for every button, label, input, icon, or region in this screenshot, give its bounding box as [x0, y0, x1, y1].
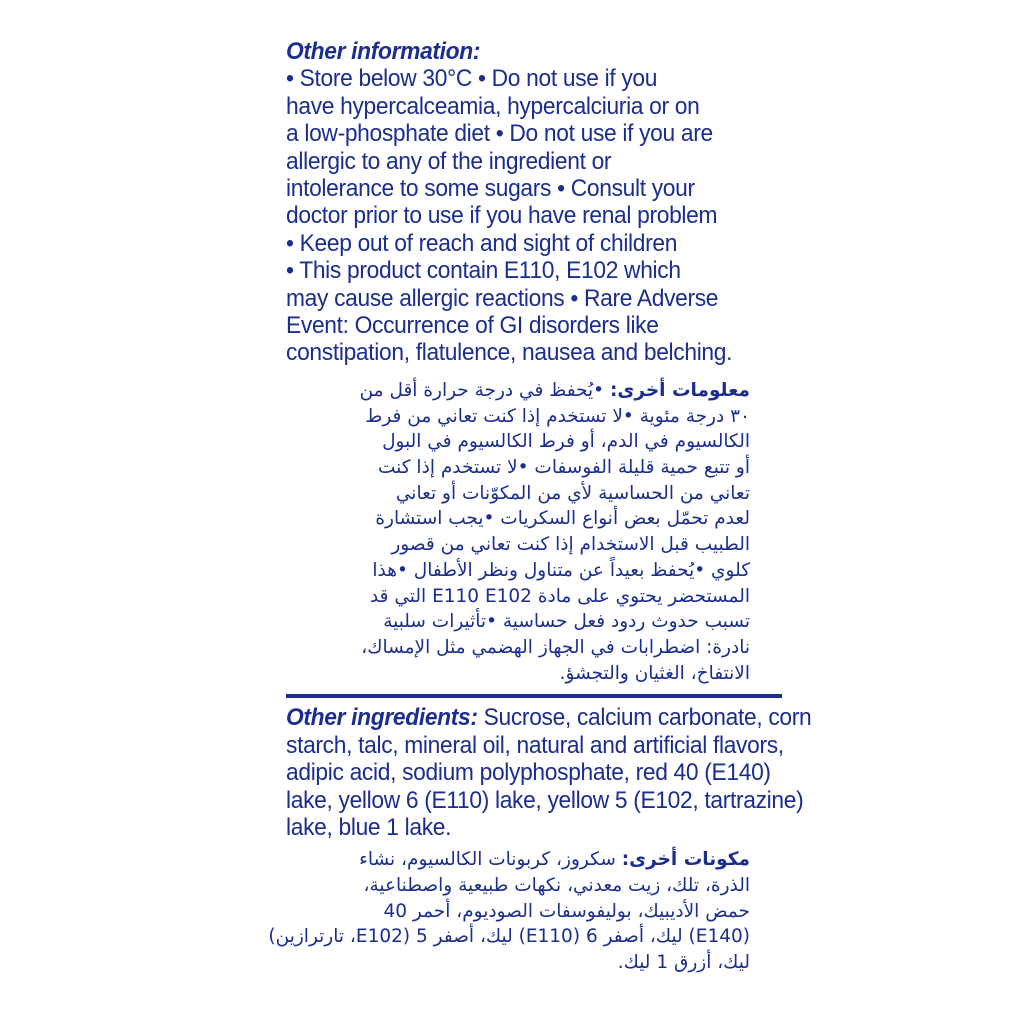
other-ingredients-ar-first-line [286, 847, 750, 873]
other-ingredients-ar [268, 847, 750, 976]
other-information-line: may cause allergic reactions • Rare Adverse [286, 284, 719, 312]
other-information-ar-line: نادرة: اضطرابات في الجهاز الهضمي مثل الإمساك، [361, 636, 750, 658]
other-information-en [286, 38, 756, 367]
other-information-line: doctor prior to use if you have renal problem [286, 202, 718, 230]
other-ingredients-ar-heading: مكونات أخرى: [621, 849, 750, 871]
other-information-ar-line: أو تتبع حمية قليلة الفوسفات •لا تستخدم إذا كنت [378, 456, 750, 478]
other-information-heading: Other information: [286, 38, 481, 65]
other-ingredients-line: Sucrose, calcium carbonate, corn [477, 704, 812, 732]
other-information-ar-line: •يُحفظ في درجة حرارة أقل من [359, 379, 610, 401]
other-information-line: constipation, flatulence, nausea and belching. [286, 339, 733, 367]
other-ingredients-line: lake, blue 1 lake. [286, 813, 452, 841]
other-ingredients-line: lake, yellow 6 (E110) lake, yellow 5 (E102, tartrazine) [286, 786, 804, 814]
other-information-line: Event: Occurrence of GI disorders like [286, 312, 659, 340]
other-information-line: have hypercalceamia, hypercalciuria or on [286, 92, 700, 120]
other-information-ar-line: تعاني من الحساسية لأي من المكوّنات أو تعاني [395, 482, 750, 504]
other-ingredients-line: starch, talc, mineral oil, natural and artificial flavors, [286, 731, 784, 759]
other-ingredients-ar-line: حمض الأديبيك، بوليفوسفات الصوديوم، أحمر 40 [383, 900, 750, 922]
other-ingredients-heading: Other ingredients: [286, 704, 478, 732]
section-divider [286, 694, 782, 698]
other-information-ar-line: لعدم تحمّل بعض أنواع السكريات •يجب استشارة [375, 508, 750, 530]
other-information-line: • Keep out of reach and sight of children [286, 229, 678, 257]
other-information-ar-line: ٣٠ درجة مئوية •لا تستخدم إذا كنت تعاني من فرط [365, 405, 750, 427]
other-ingredients-ar-line: (E140) ليك، أصفر 6 (E110) ليك، أصفر 5 (E102، تارترازين) [268, 926, 750, 948]
other-information-line: a low-phosphate diet • Do not use if you are [286, 120, 713, 148]
other-ingredients-ar-line: سكروز، كربونات الكالسيوم، نشاء [359, 849, 622, 871]
other-information-ar-line: الطبيب قبل الاستخدام إذا كنت تعاني من قصور [391, 534, 750, 556]
other-information-line: • Store below 30°C • Do not use if you [286, 65, 658, 93]
other-ingredients-ar-line: الذرة، تلك، زيت معدني، نكهات طبيعية واصطناعية، [363, 875, 750, 897]
other-information-line: intolerance to some sugars • Consult your [286, 175, 695, 203]
other-ingredients-ar-line: ليك، أزرق 1 ليك. [617, 952, 750, 974]
other-information-line: • This product contain E110, E102 which [286, 257, 681, 285]
other-information-ar-line: الكالسيوم في الدم، أو فرط الكالسيوم في البول [382, 431, 750, 453]
other-information-line: allergic to any of the ingredient or [286, 147, 612, 175]
other-information-ar-line: تسبب حدوث ردود فعل حساسية •تأثيرات سلبية [383, 611, 750, 633]
other-information-ar [286, 378, 750, 686]
other-information-ar-line: المستحضر يحتوي على مادة E110 E102 التي قد [369, 585, 750, 607]
other-ingredients-line: adipic acid, sodium polyphosphate, red 40 (E140) [286, 759, 771, 787]
other-information-ar-line: كلوي •يُحفظ بعيداً عن متناول ونظر الأطفال •هذا [372, 559, 750, 581]
label-panel [268, 38, 812, 976]
other-information-ar-heading: معلومات أخرى: [609, 379, 750, 401]
other-ingredients-first-line [286, 704, 812, 732]
other-information-ar-line: الانتفاخ، الغثيان والتجشؤ. [559, 662, 750, 684]
other-ingredients-en [286, 704, 812, 841]
other-information-ar-first-line [286, 378, 750, 404]
